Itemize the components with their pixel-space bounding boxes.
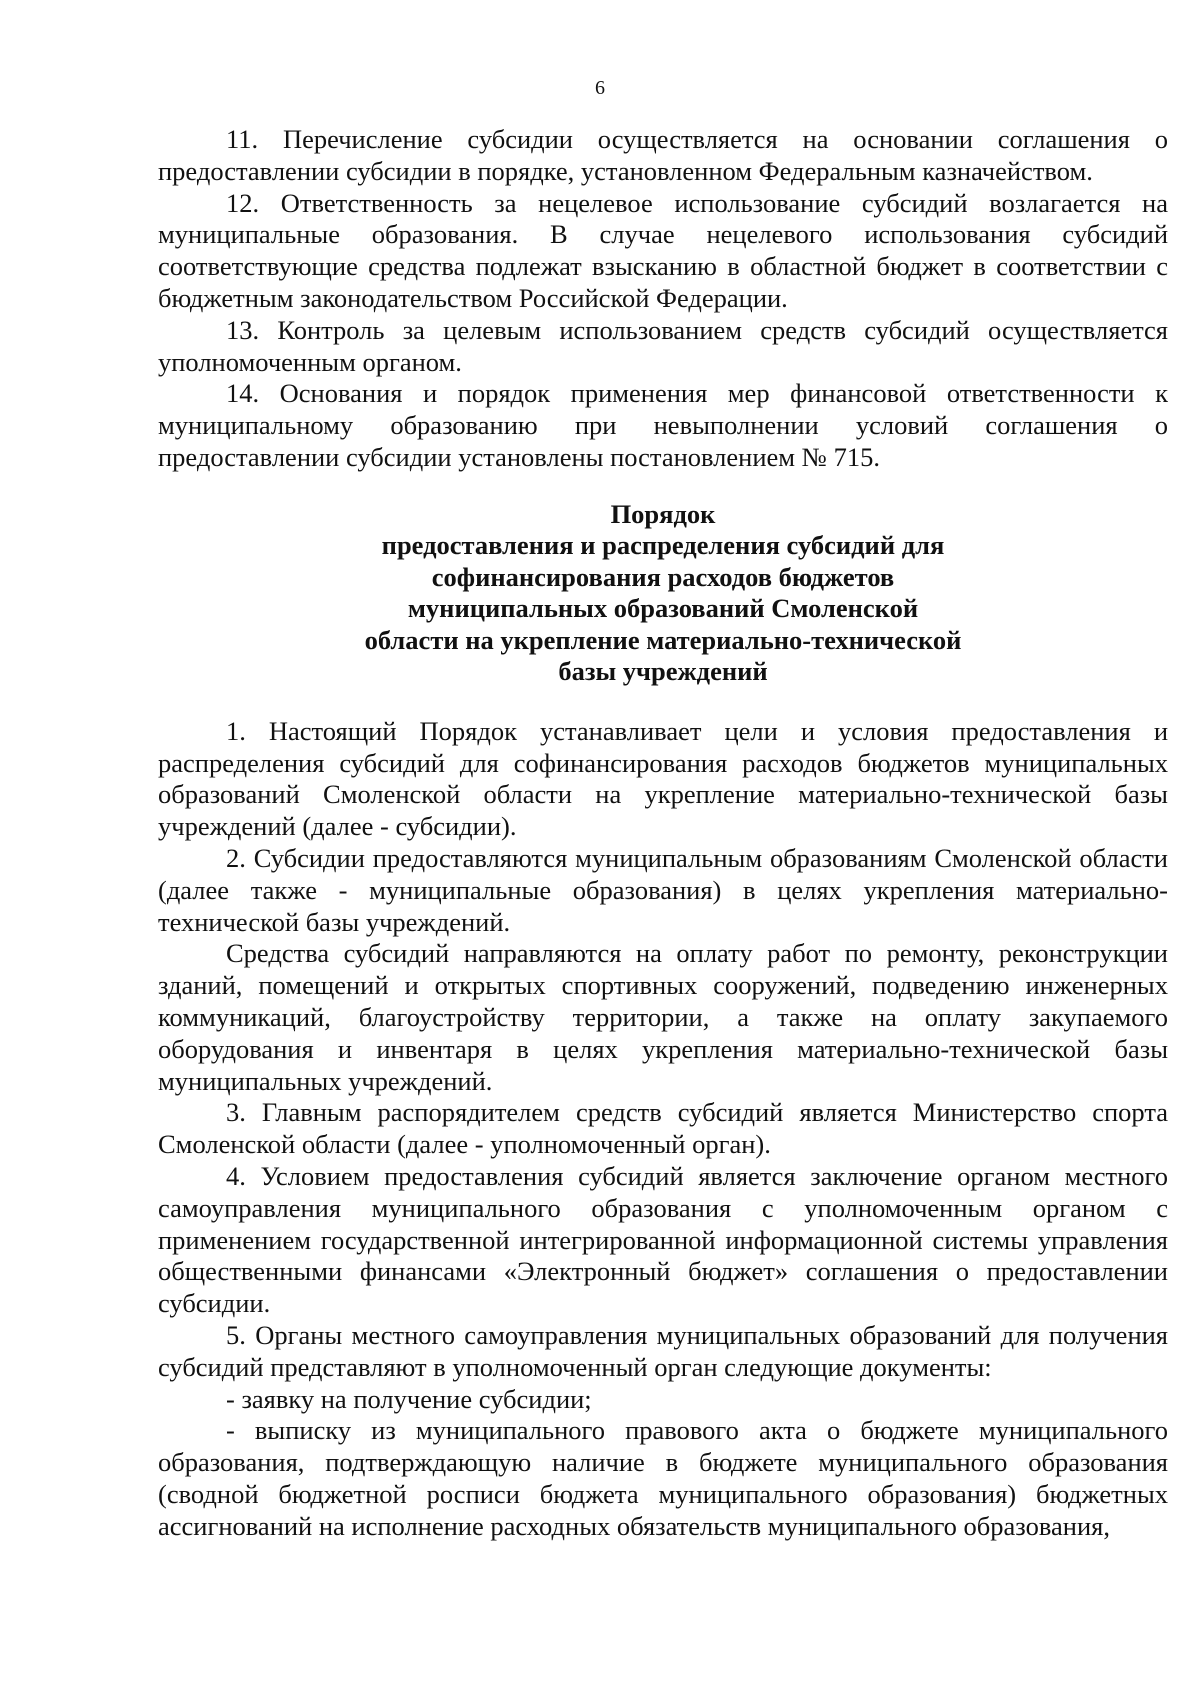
paragraph-12: 12. Ответственность за нецелевое использование субсидий возлагается на муниципальные образования. В случае нецелевого использования субсидий соответствующие средства подлежат взысканию в областной бюджет в соответствии с бюджетным законодательством Российской Федерации. [158,187,1168,313]
page-number: 6 [595,77,605,99]
list-item-budget-extract: - выписку из муниципального правового акта о бюджете муниципального образования, подтверждающую наличие в бюджете муниципального образования (сводной бюджетной росписи бюджета муниципального образования) бюджетных ассигнований на исполнение расходных обязательств муниципального образования, [158,1415,1168,1541]
paragraph-14: 14. Основания и порядок применения мер финансовой ответственности к муниципальному образованию при невыполнении условий соглашения о предоставлении субсидии установлены постановлением № 715. [158,378,1168,472]
document-body [158,124,1168,1542]
heading-line: области на укрепление материально-технической [364,624,962,655]
paragraph-1: 1. Настоящий Порядок устанавливает цели и условия предоставления и распределения субсидий для софинансирования расходов бюджетов муниципальных образований Смоленской области на укрепление материально-технической базы учреждений (далее - субсидии). [158,715,1168,842]
paragraph-11: 11. Перечисление субсидии осуществляется на основании соглашения о предоставлении субсидии в порядке, установленном Федеральным казначейством. [158,124,1168,186]
list-item-application: - заявку на получение субсидии; [226,1383,592,1414]
paragraph-5: 5. Органы местного самоуправления муниципальных образований для получения субсидий представляют в уполномоченный орган следующие документы: [158,1319,1168,1382]
paragraph-2: 2. Субсидии предоставляются муниципальным образованиям Смоленской области (далее также - муниципальные образования) в целях укрепления материально-технической базы учреждений. [158,842,1168,937]
heading-line: муниципальных образований Смоленской [407,593,919,624]
section-heading [158,499,1168,688]
paragraph-4: 4. Условием предоставления субсидий является заключение органом местного самоуправления муниципального образования с уполномоченным органом с применением государственной интегрированной информационной системы управления общественными финансами «Электронный бюджет» соглашения о предоставлении субсидии. [158,1160,1168,1319]
heading-line: базы учреждений [558,656,768,687]
paragraph-13: 13. Контроль за целевым использованием средств субсидий осуществляется уполномоченным органом. [158,314,1168,377]
paragraph-3: 3. Главным распорядителем средств субсидий является Министерство спорта Смоленской области (далее - уполномоченный орган). [158,1097,1168,1160]
heading-line: Порядок [610,498,716,529]
heading-line: софинансирования расходов бюджетов [431,561,895,592]
heading-line: предоставления и распределения субсидий для [381,530,945,561]
paragraph-2-funds: Средства субсидий направляются на оплату работ по ремонту, реконструкции зданий, помещений и открытых спортивных сооружений, подведению инженерных коммуникаций, благоустройству территории, а также на оплату закупаемого оборудования и инвентаря в целях укрепления материально-технической базы муниципальных учреждений. [158,938,1168,1096]
